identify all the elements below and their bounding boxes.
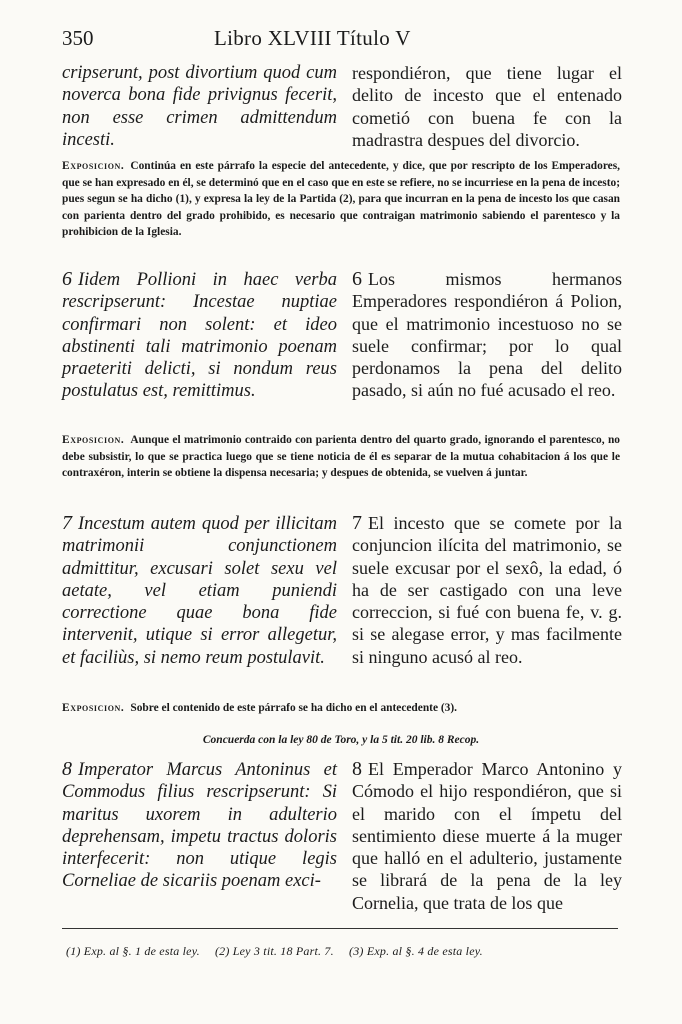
section-number: 6	[62, 268, 72, 290]
exposicion-label: Exposicion.	[62, 702, 125, 714]
spanish-text	[352, 268, 622, 402]
spanish-text	[352, 758, 622, 914]
latin-text: cripserunt, post divortium quod cum noverca bona fide privignus fecerit, non esse crimen admittendum incesti.	[62, 63, 337, 150]
latin-text	[62, 758, 337, 893]
latin-text	[62, 512, 337, 669]
spanish-body: El incesto que se comete por la conjuncion ilícita del matrimonio, se suele excusar por el sexô, la edad, ó ha de ser castigado con una leve correccion, si fué con buena fe, v. g. si se alegase error, y mas facilmente si ninguno acusó al reo.	[352, 513, 622, 667]
exposicion-text: Continúa en este párrafo la especie del antecedente, y dice, que por rescripto de los Emperadores, que se han expresado en él, se determinó que en el caso que en este se refiere, no se incurriese en la pena de incesto; pues segun se ha dicho (1), y expresa la ley de la Partida (2), para que incurran en la pena de incesto los que casan con parienta dentro del grado prohibido, es necesario que contraigan matrimonio sabiendo el parentesco y la prohibicion de la Iglesia.	[62, 160, 620, 239]
footnote-2: (2) Ley 3 tit. 18 Part. 7.	[214, 944, 334, 958]
section-number: 8	[62, 758, 72, 780]
section-number: 7	[62, 512, 72, 534]
concordance-note: Concuerda con la ley 80 de Toro, y la 5 tit. 20 lib. 8 Recop.	[202, 734, 480, 746]
latin-body: Iidem Pollioni in haec verba rescripserunt: Incestae nuptiae confirmari non solent: et ideo abstinenti tali matrimonio poenam praeteriti delicti, si nondum reus postulatus est, remittimus.	[62, 270, 337, 402]
exposicion-text: Sobre el contenido de este párrafo se ha dicho en el antecedente (3).	[130, 702, 457, 714]
spanish-body: El Emperador Marco Antonino y Cómodo el hijo respondiéron, que si el marido con el ímpetu del sentimiento diese muerte á la muger que halló en el adulterio, justamente se librará de la pena de la ley Cornelia, que trata de los que	[352, 759, 622, 913]
exposicion-label: Exposicion.	[62, 160, 125, 172]
exposicion-label: Exposicion.	[62, 434, 125, 446]
spanish-body: Los mismos hermanos Emperadores respondiéron á Polion, que el matrimonio incestuoso no se suele confirmar; por lo qual perdonamos la pena del delito pasado, si aún no fué acusado el reo.	[352, 269, 622, 401]
footnote-1: (1) Exp. al §. 1 de esta ley.	[66, 944, 200, 958]
spanish-text	[352, 512, 622, 668]
exposicion-1	[62, 158, 620, 241]
section-number: 7	[352, 512, 362, 534]
exposicion-2	[62, 432, 620, 482]
footnotes	[66, 944, 618, 959]
section-number: 6	[352, 268, 362, 290]
footnote-3: (3) Exp. al §. 4 de esta ley.	[349, 944, 483, 958]
latin-text	[62, 268, 337, 403]
section-number: 8	[352, 758, 362, 780]
page-header	[62, 26, 622, 56]
running-title: Libro XLVIII Título V	[214, 26, 411, 50]
exposicion-text: Aunque el matrimonio contraido con parienta dentro del quarto grado, ignorando el parentesco, no debe subsistir, lo que se practica luego que se tiene noticia de él es separar de la mutua cohabitacion á los que le contraxéron, interin se obtiene la dispensa necesaria; y despues de obtenida, se vuelven á juntar.	[62, 434, 620, 480]
latin-body: Imperator Marcus Antoninus et Commodus filius rescripserunt: Si maritus uxorem in adulterio deprehensam, impetu tractus doloris interfecerit: non utique legis Corneliae de sicariis poenam exci-	[62, 760, 337, 892]
footnote-divider	[62, 928, 618, 929]
latin-body: Incestum autem quod per illicitam matrimonii conjunctionem admittitur, excusari solet sexu vel aetate, vel etiam puniendi correctione quae bona fide intervenit, utique si error allegetur, et faciliùs, si nemo reum postulavit.	[62, 514, 337, 668]
spanish-text: respondiéron, que tiene lugar el delito de incesto que el entenado cometió con buena fe con la madrastra despues del divorcio.	[352, 63, 622, 150]
exposicion-3	[62, 700, 620, 717]
page-number: 350	[62, 26, 94, 50]
